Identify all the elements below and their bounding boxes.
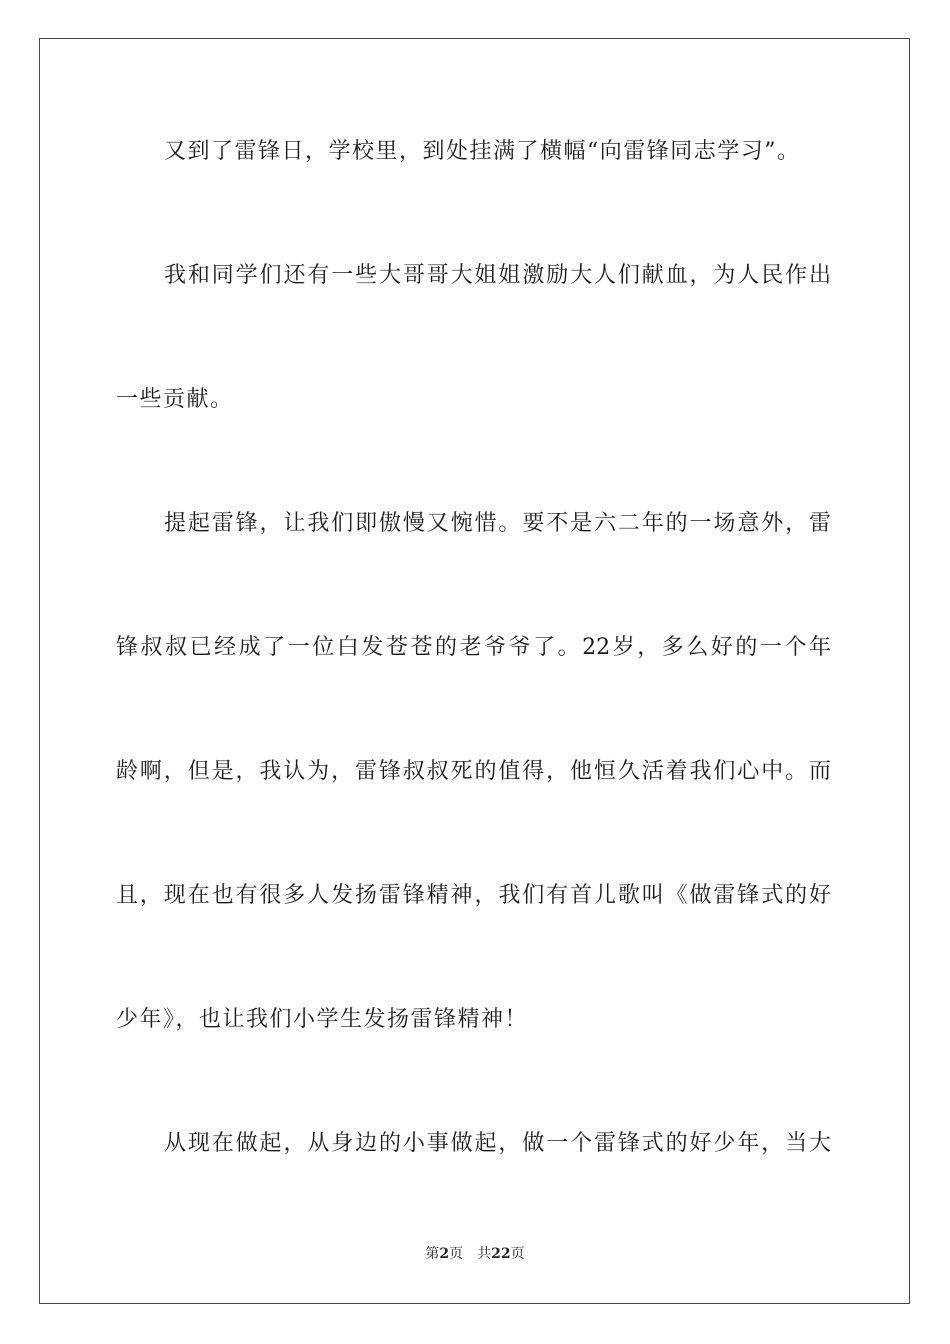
paragraph-1-line-1: 又到了雷锋日，学校里，到处挂满了横幅“向雷锋同志学习”。 [164,139,801,164]
paragraph-3-line-5: 少年》，也让我们小学生发扬雷锋精神！ [116,1007,529,1032]
total-suffix: 页 [510,1246,525,1262]
paragraph-2-line-1: 我和同学们还有一些大哥哥大姐姐激励大人们献血，为人民作出 [164,263,831,288]
page-prefix: 第 [425,1246,440,1262]
total-pages: 22 [491,1246,511,1262]
page-border [39,38,910,1304]
paragraph-3-line-4: 且，现在也有很多人发扬雷锋精神，我们有首儿歌叫《做雷锋式的好 [116,883,831,908]
page-footer [0,1244,950,1264]
total-prefix: 共 [477,1246,492,1262]
page-suffix: 页 [449,1246,464,1262]
paragraph-3-line-2: 锋叔叔已经成了一位白发苍苍的老爷爷了。22岁，多么好的一个年 [116,635,831,660]
paragraph-3-line-3: 龄啊，但是，我认为，雷锋叔叔死的值得，他恒久活着我们心中。而 [116,759,831,784]
page-number: 2 [439,1246,450,1262]
paragraph-4-line-1: 从现在做起，从身边的小事做起，做一个雷锋式的好少年，当大 [164,1131,831,1156]
paragraph-3-line-1: 提起雷锋，让我们即傲慢又惋惜。要不是六二年的一场意外，雷 [164,511,831,536]
paragraph-2-line-2: 一些贡献。 [116,387,234,412]
